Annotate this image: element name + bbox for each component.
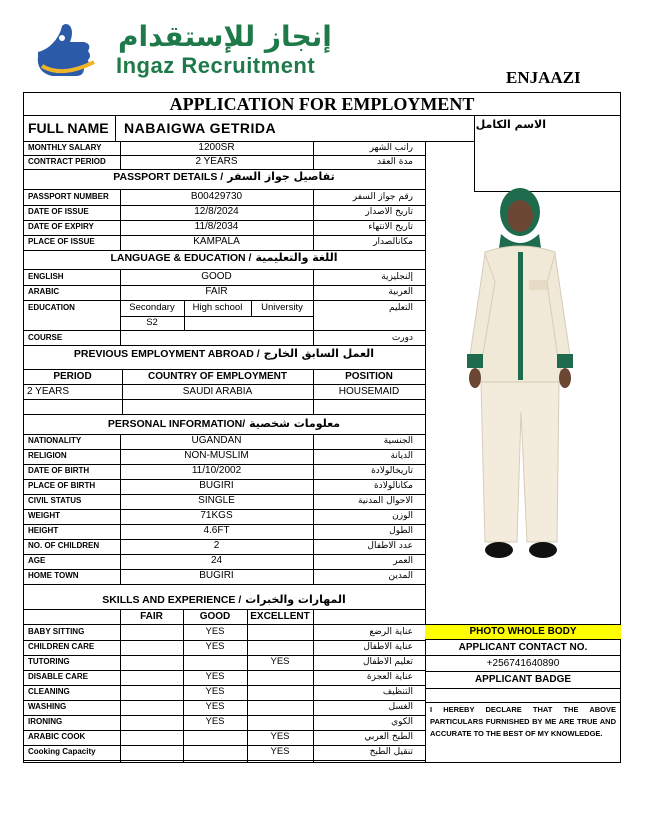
personal-info-heading-ar: معلومات شخصية <box>249 417 341 430</box>
monthly-salary-arabic: راتب الشهر <box>369 143 413 153</box>
education-option-0: Secondary <box>129 302 175 313</box>
language-row-0-label: ENGLISH <box>28 272 64 281</box>
personal-info-heading-en: PERSONAL INFORMATION/ <box>107 418 246 430</box>
personal-info-heading <box>23 417 425 431</box>
column-divider <box>313 569 314 584</box>
column-divider <box>313 494 314 509</box>
language-row-0-value: GOOD <box>201 271 232 282</box>
skills-col-1: GOOD <box>199 611 231 622</box>
skill-good-3: YES <box>205 671 225 682</box>
row-divider <box>23 584 425 585</box>
declaration-text: I HEREBY DECLARE THAT THE ABOVE PARTICULARS FURNISHED BY ME ARE TRUE AND ACCURATE TO THE BEST OF MY KNOWLEDGE. <box>430 705 616 738</box>
language-heading <box>23 251 425 265</box>
column-divider <box>120 609 121 763</box>
personal-row-4-label: CIVIL STATUS <box>28 496 82 505</box>
passport-row-2-label: DATE OF EXPIRY <box>28 222 94 231</box>
skill-good-5: YES <box>205 701 225 712</box>
skill-label-3: DISABLE CARE <box>28 672 89 681</box>
skill-arabic-4: التنظيف <box>382 687 413 697</box>
applicant-contact-label: APPLICANT CONTACT NO. <box>458 642 588 653</box>
column-divider <box>313 524 314 539</box>
personal-row-3-label: PLACE OF BIRTH <box>28 481 96 490</box>
personal-row-5-label: WEIGHT <box>28 511 60 520</box>
passport-heading-en: PASSPORT DETAILS / <box>113 171 224 183</box>
contract-period-value: 2 YEARS <box>195 156 238 167</box>
photo-whole-body-label: PHOTO WHOLE BODY <box>469 626 577 637</box>
skill-label-8: Cooking Capacity <box>28 747 96 756</box>
personal-row-4-arabic: الاحوال المدنية <box>358 496 413 506</box>
applicant-contact-value: +256741640890 <box>486 658 560 669</box>
previous-employment-heading-en: PREVIOUS EMPLOYMENT ABROAD / <box>73 348 260 360</box>
column-divider <box>313 270 314 285</box>
language-row-1-value: FAIR <box>205 286 228 297</box>
applicant-photo <box>455 182 585 572</box>
skill-arabic-5: الغسل <box>388 702 413 712</box>
personal-row-7-label: NO. OF CHILDREN <box>28 541 100 550</box>
personal-row-6-arabic: الطول <box>389 526 413 536</box>
passport-row-0-value: B00429730 <box>190 191 243 202</box>
education-option-2: University <box>261 302 303 313</box>
personal-row-2-arabic: تاريخالولادة <box>371 466 413 476</box>
skill-arabic-0: عناية الرضع <box>369 627 413 637</box>
personal-row-3-arabic: مكانالولادة <box>373 481 413 491</box>
skill-excellent-8: YES <box>270 746 290 757</box>
column-divider <box>313 464 314 479</box>
personal-row-5-arabic: الوزن <box>392 511 413 521</box>
column-divider <box>120 330 121 345</box>
row-divider <box>23 760 425 761</box>
column-divider <box>313 141 314 155</box>
passport-row-0-arabic: رقم جواز السفر <box>352 192 413 202</box>
previous-col-1: COUNTRY OF EMPLOYMENT <box>148 371 287 382</box>
language-row-0-arabic: إلنجليزية <box>381 272 413 282</box>
passport-row-3-label: PLACE OF ISSUE <box>28 237 95 246</box>
row-divider <box>23 399 425 400</box>
previous-cell-0: 2 YEARS <box>27 386 70 397</box>
personal-row-2-value: 11/10/2002 <box>191 465 242 476</box>
logo-english-text: Ingaz Recruitment <box>116 53 316 78</box>
monthly-salary-value: 1200SR <box>198 142 235 153</box>
logo-arabic-text: إنجاز للإستقدام <box>118 20 332 53</box>
skill-arabic-7: الطبخ العربي <box>364 732 413 742</box>
full-name-label: FULL NAME <box>28 121 109 135</box>
previous-cell-2: HOUSEMAID <box>338 386 400 397</box>
column-divider <box>313 235 314 250</box>
skill-label-6: IRONING <box>28 717 63 726</box>
personal-row-9-value: BUGIRI <box>199 570 234 581</box>
skill-arabic-3: عناية العجزة <box>366 672 413 682</box>
personal-row-8-value: 24 <box>210 555 223 566</box>
passport-heading-ar: تفاصيل جواز السفر <box>227 170 335 183</box>
company-logo <box>32 20 342 82</box>
skills-col-2: EXCELLENT <box>250 611 310 622</box>
row-divider <box>23 345 425 346</box>
skill-good-4: YES <box>205 686 225 697</box>
thumbs-up-logo-icon <box>32 22 102 80</box>
skill-good-1: YES <box>205 641 225 652</box>
personal-row-2-label: DATE OF BIRTH <box>28 466 90 475</box>
education-option-1: High school <box>192 302 243 313</box>
passport-row-1-label: DATE OF ISSUE <box>28 207 89 216</box>
column-divider <box>313 220 314 235</box>
skill-arabic-6: الكوي <box>391 717 413 727</box>
previous-col-2: POSITION <box>345 371 393 382</box>
language-heading-ar: اللغة والتعليمية <box>255 251 338 264</box>
contract-period-label: CONTRACT PERIOD <box>28 157 106 166</box>
previous-cell-1: SAUDI ARABIA <box>182 386 253 397</box>
skill-label-4: CLEANING <box>28 687 70 696</box>
agency-code: ENJAAZI <box>506 68 581 87</box>
personal-row-0-value: UGANDAN <box>191 435 242 446</box>
skills-heading-en: SKILLS AND EXPERIENCE / <box>102 594 242 606</box>
skill-label-1: CHILDREN CARE <box>28 642 95 651</box>
education-level-value: S2 <box>146 317 158 328</box>
passport-heading <box>23 170 425 184</box>
skill-label-2: TUTORING <box>28 657 70 666</box>
column-divider <box>313 479 314 494</box>
education-arabic: التعليم <box>389 303 413 313</box>
monthly-salary-label: MONTHLY SALARY <box>28 143 102 152</box>
personal-row-0-label: NATIONALITY <box>28 436 82 445</box>
column-divider <box>313 205 314 220</box>
column-divider <box>313 285 314 300</box>
personal-row-5-value: 71KGS <box>200 510 233 521</box>
personal-row-6-value: 4.6FT <box>203 525 230 536</box>
skill-excellent-7: YES <box>270 731 290 742</box>
column-divider <box>313 434 314 449</box>
passport-row-2-value: 11/8/2034 <box>194 221 239 232</box>
skill-arabic-1: عناية الاطفال <box>363 642 413 652</box>
previous-col-0: PERIOD <box>53 371 92 382</box>
skills-heading-ar: المهارات والخبرات <box>245 593 346 606</box>
previous-employment-heading <box>23 347 425 361</box>
passport-row-0-label: PASSPORT NUMBER <box>28 192 109 201</box>
column-divider <box>313 300 314 330</box>
passport-row-3-arabic: مكانالصدار <box>373 237 413 247</box>
personal-row-7-value: 2 <box>213 540 220 551</box>
column-divider <box>313 509 314 524</box>
personal-row-1-value: NON-MUSLIM <box>184 450 249 461</box>
education-label: EDUCATION <box>28 303 75 312</box>
skill-label-7: ARABIC COOK <box>28 732 86 741</box>
personal-row-8-arabic: العمر <box>393 556 413 566</box>
passport-row-1-arabic: تاريخ الاصدار <box>365 207 413 217</box>
personal-row-3-value: BUGIRI <box>199 480 234 491</box>
form-title: APPLICATION FOR EMPLOYMENT <box>23 92 621 116</box>
skill-good-6: YES <box>205 716 225 727</box>
previous-employment-heading-ar: العمل السابق الخارج <box>263 347 375 360</box>
skill-label-0: BABY SITTING <box>28 627 85 636</box>
passport-row-2-arabic: تاريخ الانتهاء <box>368 222 413 232</box>
personal-row-6-label: HEIGHT <box>28 526 59 535</box>
language-row-1-arabic: العربية <box>388 287 413 297</box>
skill-arabic-2: تعليم الاطفال <box>362 657 413 667</box>
personal-row-1-label: RELIGION <box>28 451 67 460</box>
column-divider <box>313 330 314 345</box>
course-arabic: دورت <box>391 333 413 343</box>
column-divider <box>313 539 314 554</box>
personal-row-0-arabic: الجنسية <box>383 436 413 446</box>
skill-good-0: YES <box>205 626 225 637</box>
personal-row-4-value: SINGLE <box>198 495 235 506</box>
full-name-value: NABAIGWA GETRIDA <box>124 121 277 135</box>
passport-row-3-value: KAMPALA <box>193 236 240 247</box>
language-row-1-label: ARABIC <box>28 287 60 296</box>
skills-heading <box>23 593 425 607</box>
personal-row-9-arabic: المدين <box>388 571 413 581</box>
personal-row-8-label: AGE <box>28 556 46 565</box>
personal-row-7-arabic: عدد الاطفال <box>367 541 413 551</box>
language-heading-en: LANGUAGE & EDUCATION / <box>110 252 252 264</box>
skills-col-0: FAIR <box>140 611 163 622</box>
course-label: COURSE <box>28 333 63 342</box>
column-divider <box>313 609 314 763</box>
passport-row-1-value: 12/8/2024 <box>194 206 239 217</box>
applicant-badge-label: APPLICANT BADGE <box>474 674 572 685</box>
skill-excellent-2: YES <box>270 656 290 667</box>
column-divider <box>313 155 314 169</box>
personal-row-9-label: HOME TOWN <box>28 571 79 580</box>
personal-row-1-arabic: الديانة <box>390 451 413 461</box>
column-divider <box>313 554 314 569</box>
column-divider <box>313 449 314 464</box>
row-divider <box>23 414 425 415</box>
full-name-arabic: الاسم الكامل <box>476 118 546 131</box>
skill-arabic-8: تنقيل الطبخ <box>369 747 413 757</box>
column-divider <box>313 190 314 205</box>
contract-period-arabic: مدة العقد <box>377 157 413 167</box>
skill-label-5: WASHING <box>28 702 67 711</box>
